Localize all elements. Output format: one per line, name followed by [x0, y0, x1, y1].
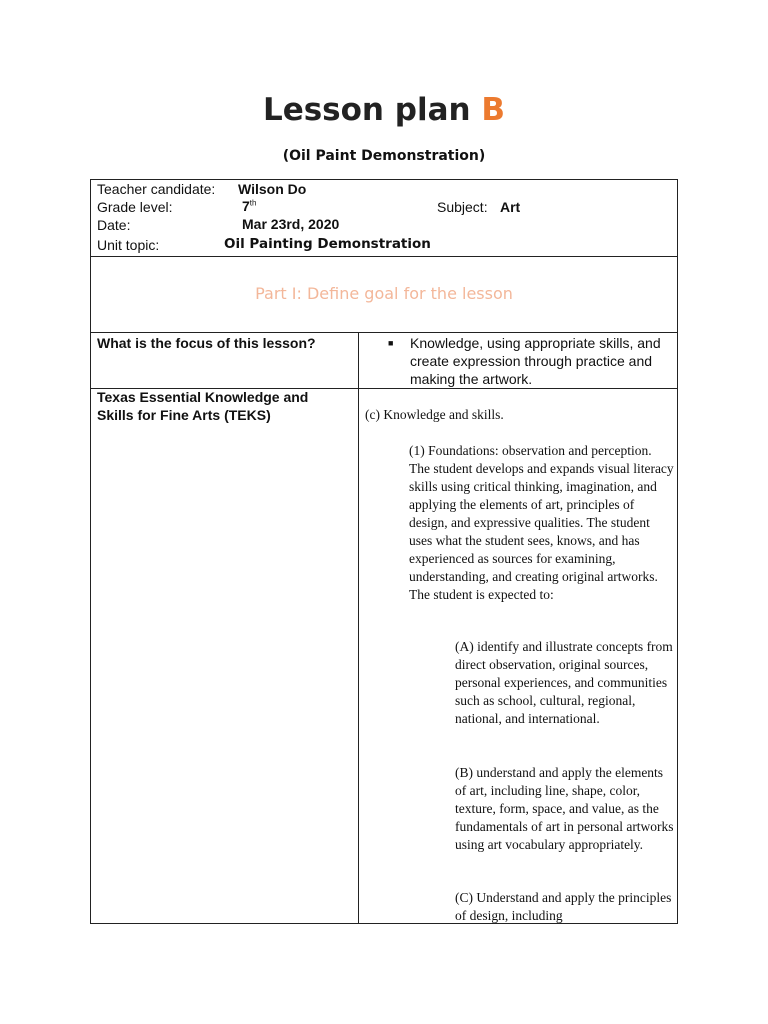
unit-value: Oil Painting Demonstration — [224, 236, 431, 252]
page-subtitle: (Oil Paint Demonstration) — [282, 148, 486, 164]
focus-answer-text: Knowledge, using appropriate skills, and create expression through practice and making the artwork. — [410, 335, 661, 387]
date-label: Date: — [97, 217, 131, 233]
grade-sup: th — [249, 198, 257, 208]
subject-label: Subject: — [437, 199, 488, 215]
grade-number: 7 — [242, 198, 250, 214]
lesson-table — [90, 179, 678, 924]
divider — [91, 332, 677, 333]
subject-value: Art — [500, 199, 521, 215]
unit-label: Unit topic: — [97, 237, 160, 253]
title-main: Lesson plan — [262, 92, 482, 128]
date-value: Mar 23rd, 2020 — [242, 216, 340, 232]
title-accent: B — [481, 92, 506, 128]
teks-cc: (C) Understand and apply the principles of design, including — [455, 890, 672, 923]
teks-a: (A) identify and illustrate concepts from direct observation, original sources, personal experiences, and communities such as school, cultural, regional, national, and international. — [455, 639, 673, 726]
grade-value — [242, 198, 256, 214]
teacher-label: Teacher candidate: — [97, 181, 216, 197]
column-divider — [358, 332, 359, 923]
grade-label: Grade level: — [97, 199, 173, 215]
teks-p1: (1) Foundations: observation and perception. The student develops and expands visual literacy skills using critical thinking, imagination, and applying the elements of art, principles of design, and expressive qualities. The student uses what the student sees, knows, and has experienced as sources for examining, understanding, and creating original artworks. The student is expected to: — [409, 443, 674, 602]
bullet-icon: ■ — [388, 338, 394, 348]
focus-question: What is the focus of this lesson? — [97, 335, 316, 351]
page-title — [0, 92, 768, 128]
teacher-value: Wilson Do — [238, 181, 307, 197]
teks-b: (B) understand and apply the elements of art, including line, shape, color, texture, form, space, and value, as the fundamentals of art in personal artworks using art vocabulary appropriately. — [455, 765, 674, 852]
teks-c: (c) Knowledge and skills. — [365, 407, 504, 422]
teks-label: Texas Essential Knowledge and Skills for Fine Arts (TEKS) — [97, 389, 309, 423]
part-one-heading: Part I: Define goal for the lesson — [255, 284, 513, 303]
divider — [91, 256, 677, 257]
